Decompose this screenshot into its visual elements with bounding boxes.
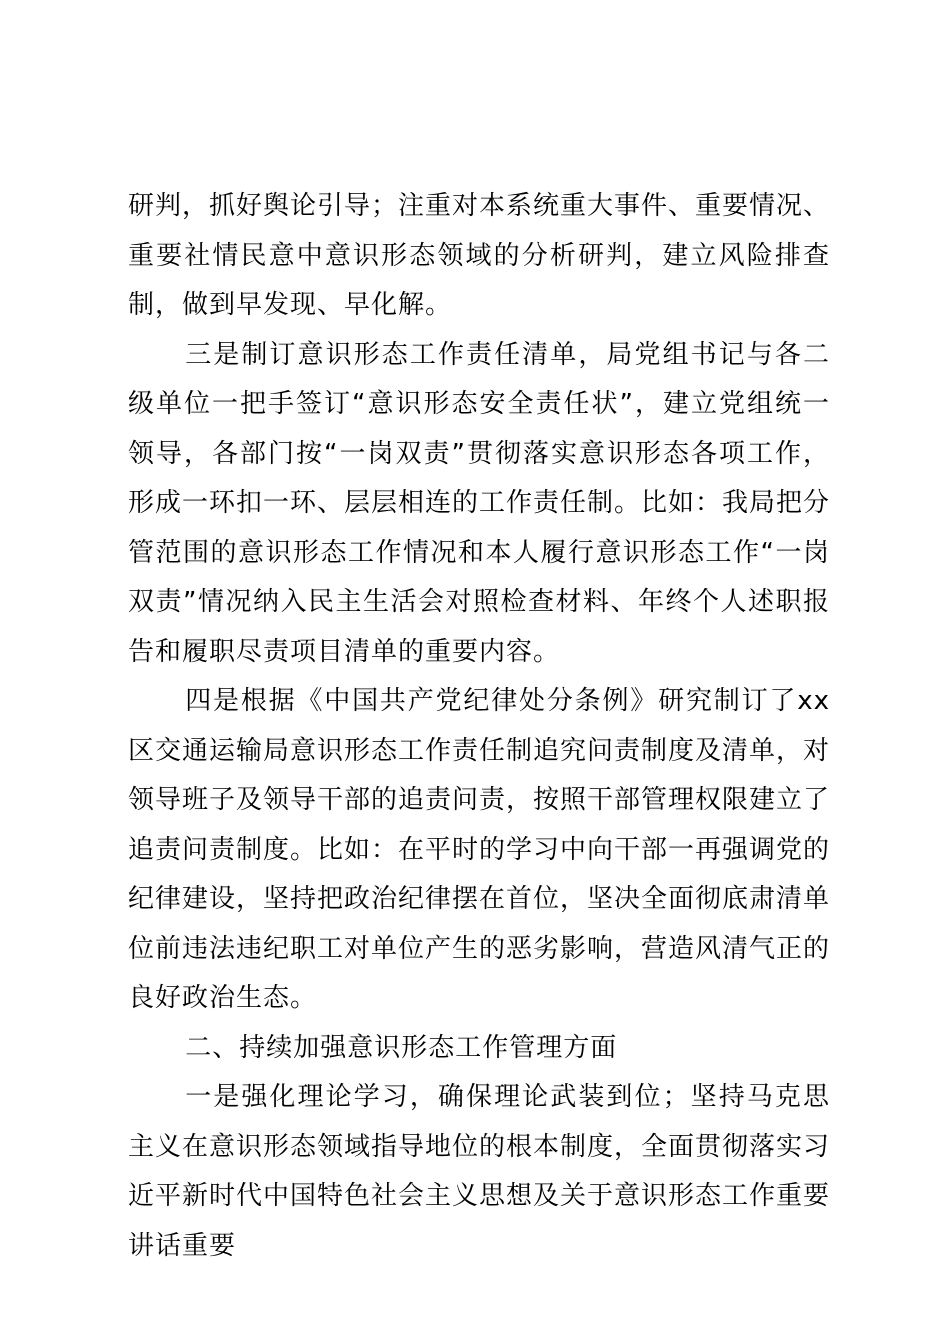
document-page [128,182,830,1271]
paragraph-theory-study: 一是强化理论学习，确保理论武装到位；坚持马克思主义在意识形态领域指导地位的根本制度，全面贯彻落实习近平新时代中国特色社会主义思想及关于意识形态工作重要讲话重要 [128,1082,831,1261]
paragraph-responsibility-list: 三是制订意识形态工作责任清单，局党组书记与各二级单位一把手签订“意识形态安全责任状”，建立党组统一领导，各部门按“一岗双责”贯彻落实意识形态各项工作，形成一环扣一环、层层相连的工作责任制。比如：我局把分管范围的意识形态工作情况和本人履行意识形态工作“一岗双责”情况纳入民主生活会对照检查材料、年终个人述职报告和履职尽责项目清单的重要内容。 [128,339,831,667]
paragraph-continuation: 研判，抓好舆论引导；注重对本系统重大事件、重要情况、重要社情民意中意识形态领域的分析研判，建立风险排查制，做到早发现、早化解。 [128,191,831,320]
paragraph-accountability-system: 四是根据《中国共产党纪律处分条例》研究制订了xx区交通运输局意识形态工作责任制追究问责制度及清单，对领导班子及领导干部的追责问责，按照干部管理权限建立了追责问责制度。比如：在平时的学习中向干部一再强调党的纪律建设，坚持把政治纪律摆在首位，坚决全面彻底肃清单位前违法违纪职工对单位产生的恶劣影响，营造风清气正的良好政治生态。 [128,686,831,1013]
section-heading: 二、持续加强意识形态工作管理方面 [185,1032,618,1063]
